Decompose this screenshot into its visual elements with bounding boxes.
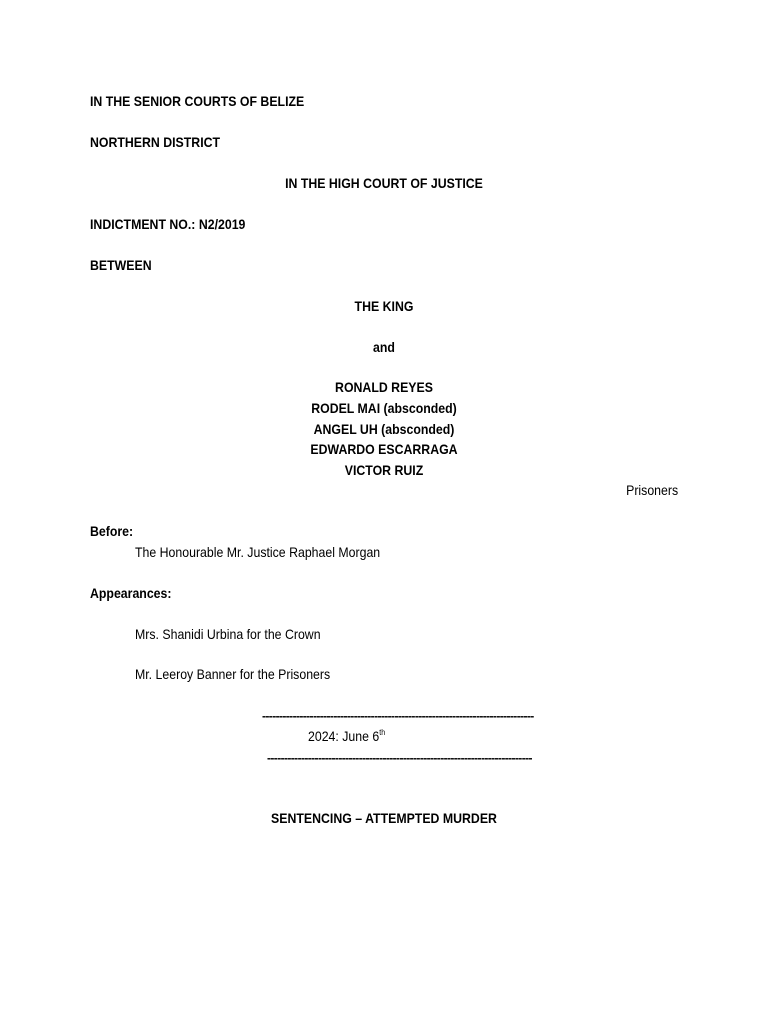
judge-name: The Honourable Mr. Justice Raphael Morgan xyxy=(135,544,381,560)
judgment-date-text: 2024: June 6 xyxy=(308,728,380,744)
defendant-name: EDWARDO ESCARRAGA xyxy=(310,441,458,457)
separator-rule-bottom: ------------------------------------------------------------------------------ xyxy=(267,752,532,764)
separator-rule-top: -------------------------------------------------------------------------------- xyxy=(262,710,534,722)
defendant-name: RODEL MAI (absconded) xyxy=(311,400,457,416)
prisoners-role-label: Prisoners xyxy=(625,482,678,498)
before-label: Before: xyxy=(90,523,134,539)
defendant-name: RONALD REYES xyxy=(335,379,433,395)
between-label: BETWEEN xyxy=(90,257,152,273)
appearances-label: Appearances: xyxy=(90,585,172,601)
judgment-date xyxy=(308,728,385,744)
defendant-name: VICTOR RUIZ xyxy=(344,462,424,478)
document-title: SENTENCING – ATTEMPTED MURDER xyxy=(271,810,497,826)
high-court-heading: IN THE HIGH COURT OF JUSTICE xyxy=(285,175,483,191)
court-heading: IN THE SENIOR COURTS OF BELIZE xyxy=(90,93,305,109)
defence-counsel: Mr. Leeroy Banner for the Prisoners xyxy=(135,666,331,682)
district-heading: NORTHERN DISTRICT xyxy=(90,134,221,150)
judgment-date-suffix: th xyxy=(379,728,386,737)
crown-counsel: Mrs. Shanidi Urbina for the Crown xyxy=(135,626,321,642)
prosecution-party: THE KING xyxy=(354,298,414,314)
indictment-number: INDICTMENT NO.: N2/2019 xyxy=(90,216,246,232)
and-conjunction: and xyxy=(373,339,395,355)
defendant-name: ANGEL UH (absconded) xyxy=(313,421,455,437)
